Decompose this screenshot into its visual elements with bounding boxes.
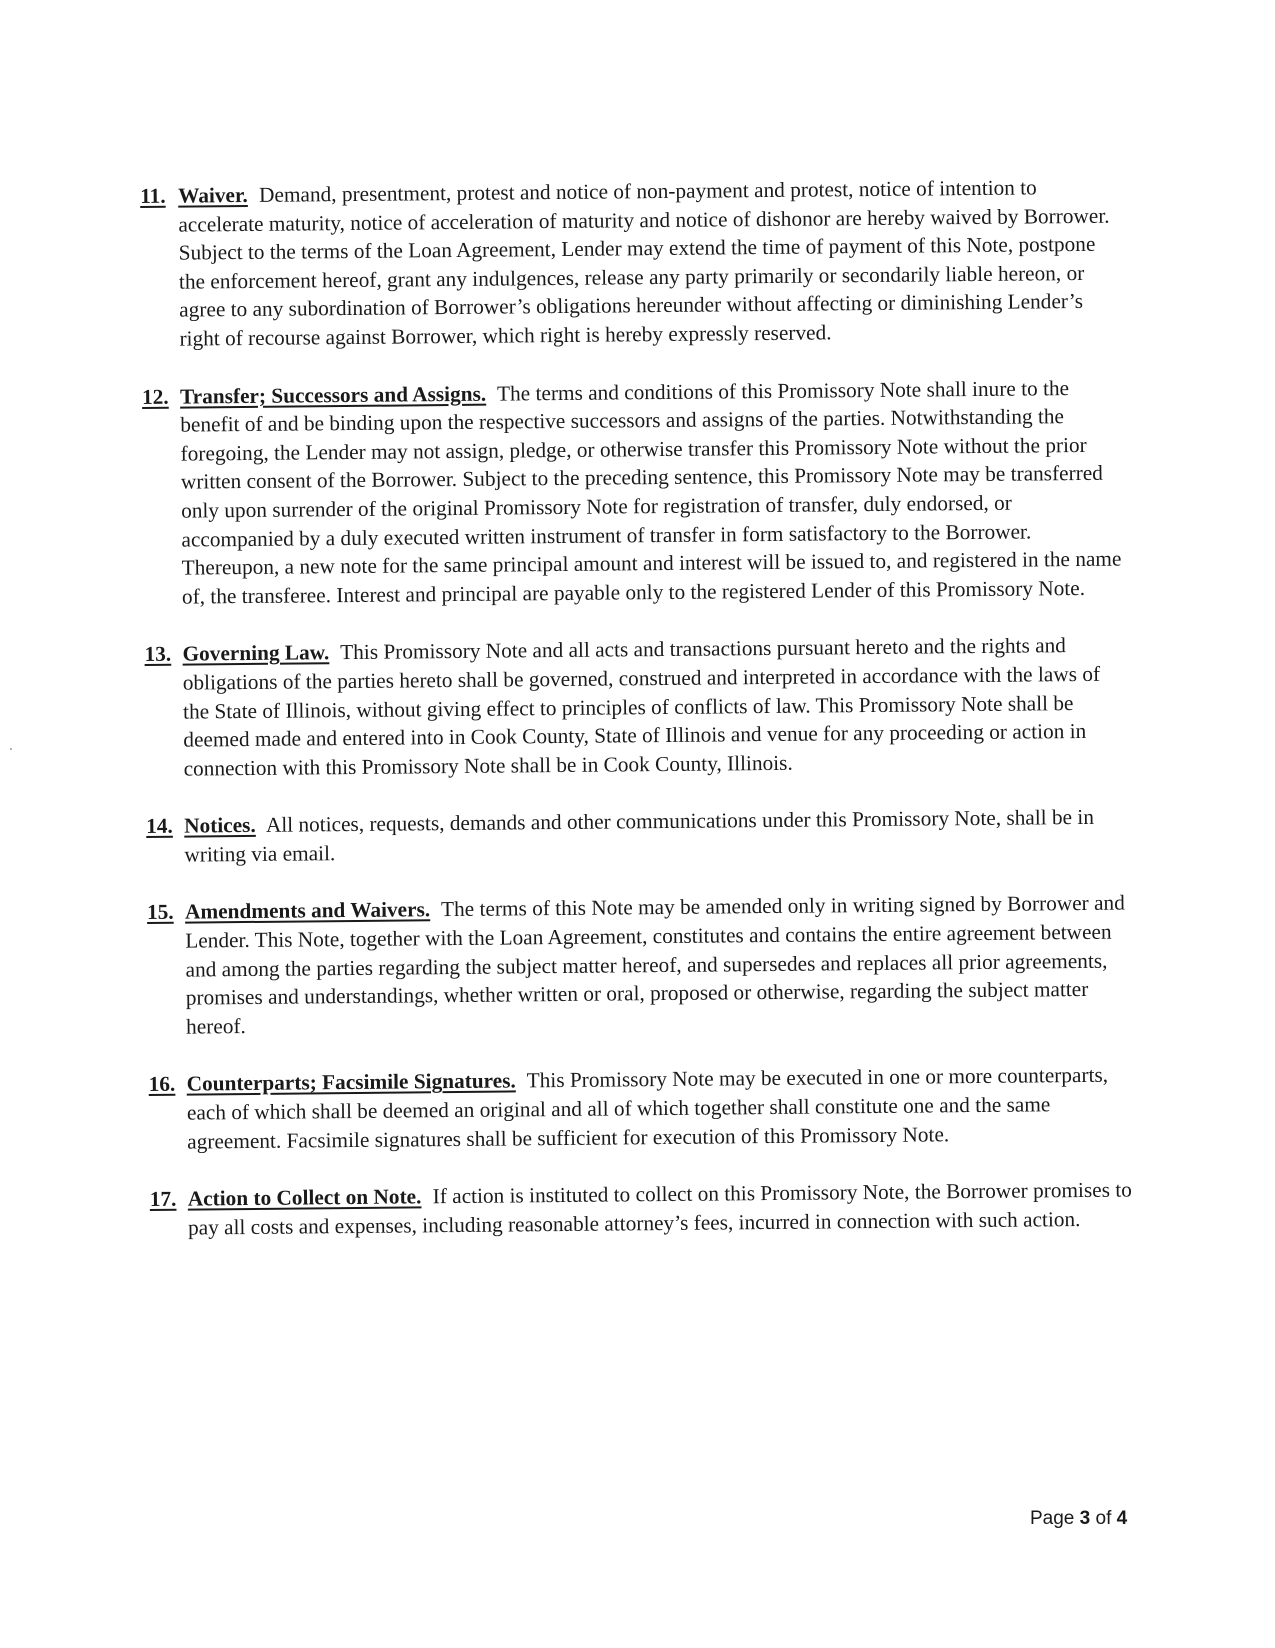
- section-heading: Counterparts; Facsimile Signatures.: [186, 1068, 516, 1097]
- section-number: 15.: [146, 900, 174, 925]
- section-number: 16.: [148, 1072, 176, 1097]
- section-heading: Notices.: [184, 813, 256, 838]
- section-heading: Transfer; Successors and Assigns.: [179, 381, 487, 409]
- section-heading: Amendments and Waivers.: [184, 897, 431, 925]
- section-heading: Waiver.: [178, 182, 248, 208]
- section-text: This Promissory Note may be executed in one or more counterparts, each of which shall be deemed an original and all of which together shall constitute one and the same agreement. Facsimile signatures shall be sufficient for execution of this Promissory Note.: [186, 1063, 1109, 1154]
- section-text: The terms of this Note may be amended only in writing signed by Borrower and Lender. This Note, together with the Loan Agreement, constitutes and contains the entire agreement between and among the parties regarding the subject matter hereof, and supersedes and replaces all prior agreements, promises and understandings, whether written or oral, proposed or otherwise, regarding the subject matter hereof.: [185, 891, 1125, 1039]
- section-number: 14.: [146, 813, 173, 839]
- page-number-footer: [1030, 1508, 1127, 1530]
- section-waiver: [140, 173, 1127, 354]
- section-heading: Governing Law.: [182, 640, 330, 666]
- section-text: The terms and conditions of this Promissory Note shall inure to the benefit of and be binding upon the respective successors and assigns of the parties. Notwithstanding the foregoing, the Lender may not assign, pledge, or otherwise transfer this Promissory Note without the prior written consent of the Borrower. Subject to the preceding sentence, this Promissory Note may be transferred only upon surrender of the original Promissory Note for registration of transfer, duly endorsed, or accompanied by a duly executed written instrument of transfer in form satisfactory to the Borrower. Thereupon, a new note for the same principal amount and interest will be issued to, and registered in the name of, the transferee. Interest and principal are payable only to the registered Lender of this Promissory Note.: [180, 375, 1122, 609]
- section-number: 11.: [140, 183, 166, 208]
- section-number: 12.: [141, 384, 169, 409]
- section-transfer: [142, 373, 1129, 611]
- scan-speck: [10, 748, 12, 750]
- section-text: This Promissory Note and all acts and transactions pursuant hereto and the rights and obligations of the parties hereto shall be governed, construed and interpreted in accordance with the laws of the State of Illinois, without giving effect to principles of conflicts of law. This Promissory Note shall be deemed made and entered into in Cook County, State of Illinois and venue for any proceeding or action in connection with this Promissory Note shall be in Cook County, Illinois.: [182, 633, 1101, 781]
- section-heading: Action to Collect on Note.: [187, 1184, 422, 1211]
- section-counterparts: [149, 1061, 1135, 1156]
- section-action-to-collect: [150, 1176, 1136, 1243]
- page-of-label: of: [1095, 1508, 1112, 1529]
- section-text: Demand, presentment, protest and notice of non-payment and protest, notice of intention to accelerate maturity, notice of acceleration of maturity and notice of dishonor are hereby waived by Borrower. Subject to the terms of the Loan Agreement, Lender may extend the time of payment of this Note, postpone the enforcement hereof, grant any indulgences, release any party primarily or secondarily liable hereon, or agree to any subordination of Borrower’s obligations hereunder without affecting or diminishing Lender’s right of recourse against Borrower, which right is hereby expressly reserved.: [178, 175, 1110, 351]
- section-number: 17.: [149, 1186, 177, 1212]
- section-amendments: [147, 889, 1133, 1041]
- section-notices: [146, 803, 1132, 870]
- sections-list: [140, 173, 1135, 1272]
- section-number: 13.: [144, 642, 172, 667]
- section-governing-law: [144, 631, 1130, 783]
- total-pages: 4: [1116, 1508, 1128, 1529]
- section-text: All notices, requests, demands and other communications under this Promissory Note, shall be in writing via email.: [184, 805, 1095, 867]
- page-prefix: Page: [1030, 1508, 1075, 1529]
- current-page-number: 3: [1079, 1508, 1091, 1529]
- section-text: If action is instituted to collect on this Promissory Note, the Borrower promises to pay all costs and expenses, including reasonable attorney’s fees, incurred in connection with such action.: [187, 1177, 1132, 1240]
